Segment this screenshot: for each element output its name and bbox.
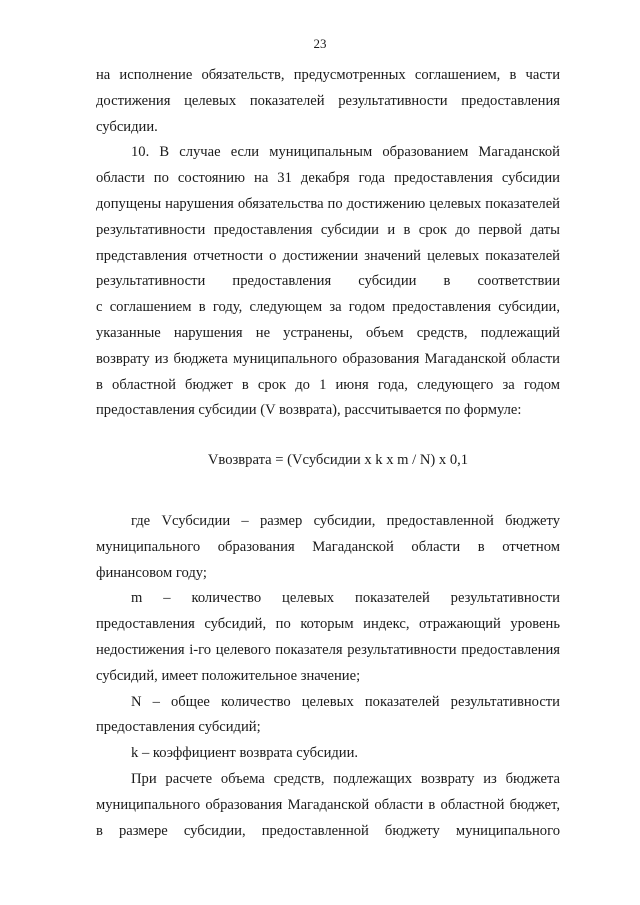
text-line: предоставления субсидии (V возврата), рассчитывается по формуле:: [96, 402, 522, 419]
text-line: на исполнение обязательств, предусмотренных соглашением, в части: [96, 67, 560, 83]
formula: Vвозврата = (Vсубсидии x k x m / N) x 0,1: [207, 452, 469, 469]
text-line: 10. В случае если муниципальным образованием Магаданской: [131, 144, 560, 161]
text-line: в размере субсидии, предоставленной бюджету муниципального: [96, 822, 560, 839]
document-body: [96, 63, 560, 844]
text-line: предоставления субсидий, по которым индекс, отражающий уровень: [96, 616, 560, 633]
text-line: указанные нарушения не устранены, объем средств, подлежащий: [96, 324, 560, 341]
text-line: m – количество целевых показателей результативности: [131, 590, 560, 607]
text-line: k – коэффициент возврата субсидии.: [131, 745, 359, 762]
text-line: возврату из бюджета муниципального образования Магаданской области: [96, 350, 560, 367]
page-number: 23: [313, 36, 327, 51]
text-line: области по состоянию на 31 декабря года предоставления субсидии: [96, 170, 560, 187]
text-line: предоставления субсидий;: [96, 719, 261, 736]
text-line: субсидий, имеет положительное значение;: [96, 667, 361, 684]
text-line: в областной бюджет в срок до 1 июня года, следующего за годом: [96, 376, 560, 393]
text-line: недостижения i-го целевого показателя результативности предоставления: [96, 641, 560, 658]
text-line: субсидии.: [96, 118, 158, 135]
text-line: результативности предоставления субсидии в соответствии: [96, 273, 560, 290]
text-line: достижения целевых показателей результативности предоставления: [96, 92, 560, 109]
spacer: [96, 501, 560, 509]
text-line: результативности предоставления субсидии и в срок до первой даты: [96, 221, 560, 238]
text-line: При расчете объема средств, подлежащих возврату из бюджета: [131, 770, 560, 787]
text-line: муниципального образования Магаданской области в отчетном: [96, 538, 560, 555]
text-line: где Vсубсидии – размер субсидии, предоставленной бюджету: [131, 512, 560, 529]
text-line: допущены нарушения обязательства по достижению целевых показателей: [96, 195, 560, 212]
text-line: N – общее количество целевых показателей результативности: [131, 693, 560, 710]
text-line: представления отчетности о достижении значений целевых показателей: [96, 247, 560, 264]
text-line: муниципального образования Магаданской области в областной бюджет,: [96, 796, 560, 813]
text-line: с соглашением в году, следующем за годом предоставления субсидии,: [96, 299, 560, 316]
text-line: финансовом году;: [96, 564, 207, 581]
